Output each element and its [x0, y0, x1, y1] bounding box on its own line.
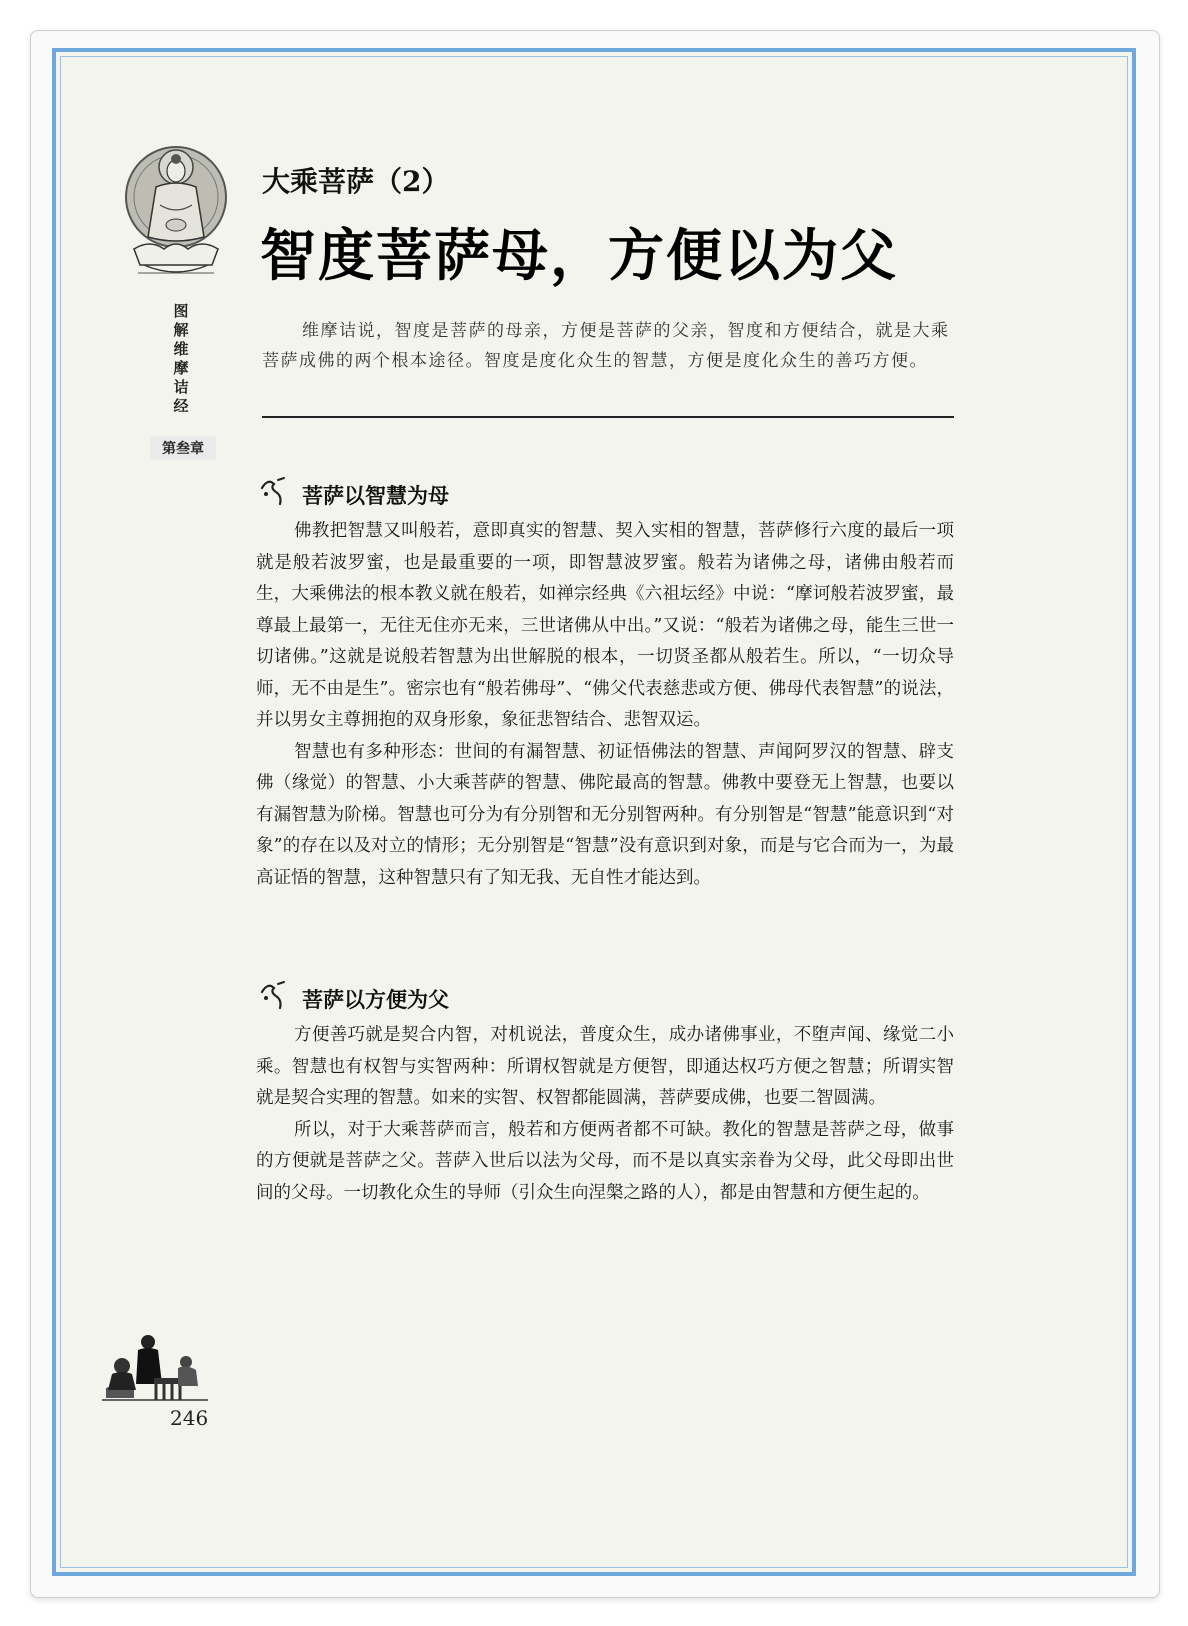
buddha-emblem-icon — [120, 145, 232, 290]
brush-ornament-icon — [258, 474, 290, 506]
paragraph: 智慧也有多种形态：世间的有漏智慧、初证悟佛法的智慧、声闻阿罗汉的智慧、辟支佛（缘觉）的智慧、小大乘菩萨的智慧、佛陀最高的智慧。佛教中要登无上智慧，也要以有漏智慧为阶梯。智慧也可分为有分别智和无分别智两种。有分别智是“智慧”能意识到“对象”的存在以及对立的情形；无分别智是“智慧”没有意识到对象，而是与它合而为一，为最高证悟的智慧，这种智慧只有了知无我、无自性才能达到。 — [256, 741, 954, 888]
brush-ornament-icon — [258, 978, 290, 1010]
chapter-label: 第叁章 — [150, 436, 216, 460]
paragraph: 方便善巧就是契合内智，对机说法，普度众生，成办诸佛事业，不堕声闻、缘觉二小乘。智慧也有权智与实智两种：所谓权智就是方便智，即通达权巧方便之智慧；所谓实智就是契合实理的智慧。如来的实智、权智都能圆满，菩萨要成佛，也要二智圆满。 — [256, 1025, 954, 1108]
section-body — [256, 1020, 954, 1209]
section-heading-text: 菩萨以智慧为母 — [302, 484, 449, 508]
section-subtitle: 大乘菩萨（2） — [262, 165, 450, 198]
divider — [262, 416, 954, 418]
summary-text: 维摩诘说，智度是菩萨的母亲，方便是菩萨的父亲，智度和方便结合，就是大乘菩萨成佛的两个根本途径。智度是度化众生的智慧，方便是度化众生的善巧方便。 — [262, 321, 950, 371]
book-title: 图解维摩诘经 — [173, 302, 189, 415]
section-body — [256, 516, 954, 894]
section-heading-text: 菩萨以方便为父 — [302, 988, 449, 1012]
monk-scene-illustration-icon — [100, 1328, 210, 1406]
paragraph: 佛教把智慧又叫般若，意即真实的智慧、契入实相的智慧，菩萨修行六度的最后一项就是般若波罗蜜，也是最重要的一项，即智慧波罗蜜。般若为诸佛之母，诸佛由般若而生，大乘佛法的根本教义就在般若，如禅宗经典《六祖坛经》中说：“摩诃般若波罗蜜，最尊最上最第一，无往无住亦无来，三世诸佛从中出。”又说：“般若为诸佛之母，能生三世一切诸佛。”这就是说般若智慧为出世解脱的根本，一切贤圣都从般若生。所以，“一切众导师，无不由是生”。密宗也有“般若佛母”、“佛父代表慈悲或方便、佛母代表智慧”的说法，并以男女主尊拥抱的双身形象，象征悲智结合、悲智双运。 — [256, 521, 954, 730]
paragraph: 所以，对于大乘菩萨而言，般若和方便两者都不可缺。教化的智慧是菩萨之母，做事的方便就是菩萨之父。菩萨入世后以法为父母，而不是以真实亲眷为父母，此父母即出世间的父母。一切教化众生的导师（引众生向涅槃之路的人），都是由智慧和方便生起的。 — [256, 1119, 954, 1203]
page-number: 246 — [170, 1406, 209, 1430]
page-title: 智度菩萨母，方便以为父 — [260, 223, 898, 289]
